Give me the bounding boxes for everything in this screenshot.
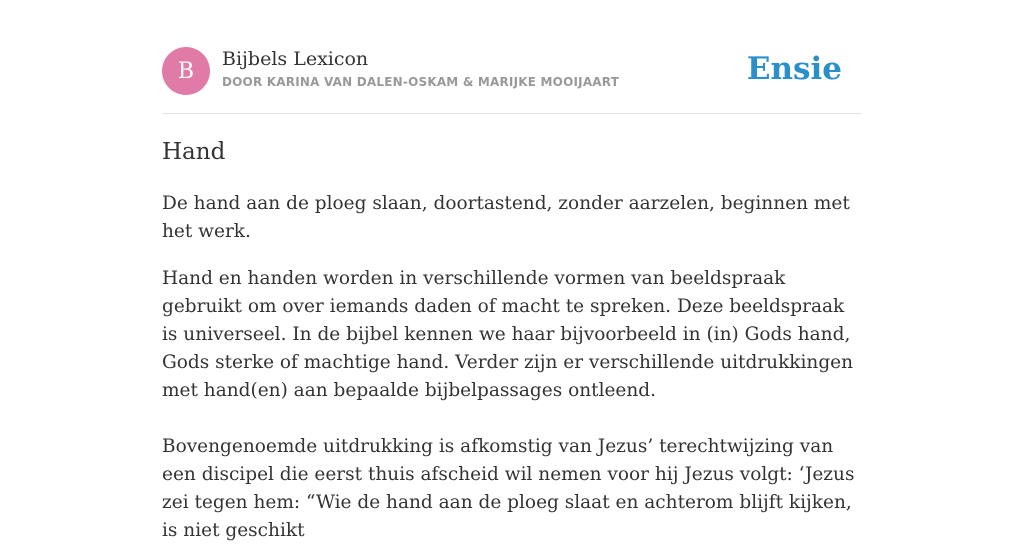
entry-paragraph: Bovengenoemde uitdrukking is afkomstig van Jezus’ terechtwijzing van een discipel die eerst thuis afscheid wil nemen voor hij Jezus volgt: ‘Jezus zei tegen hem: “Wie de hand aan de ploeg slaat en achterom blijft kijken, is niet geschikt (162, 436, 855, 541)
book-title[interactable]: Bijbels Lexicon (222, 48, 369, 70)
entry-paragraph: Hand en handen worden in verschillende vormen van beeldspraak gebruikt om over iemands daden of macht te spreken. Deze beeldspraak is universeel. In de bijbel kennen we haar bijvoorbeeld in (in) Gods hand, Gods sterke of machtige hand. Verder zijn er verschillende uitdrukkingen met hand(en) aan bepaalde bijbelpassages ontleend. (162, 268, 854, 401)
entry-page (162, 0, 862, 545)
book-header (162, 47, 862, 114)
book-authors: DOOR KARINA VAN DALEN-OSKAM & MARIJKE MOOIJAART (222, 75, 620, 89)
ensie-logo[interactable]: Ensie (746, 51, 842, 87)
book-avatar[interactable]: B (162, 47, 210, 95)
entry-headword: Hand (162, 139, 226, 165)
entry-definition: De hand aan de ploeg slaan, doortastend, zonder aarzelen, beginnen met het werk. (162, 193, 850, 242)
